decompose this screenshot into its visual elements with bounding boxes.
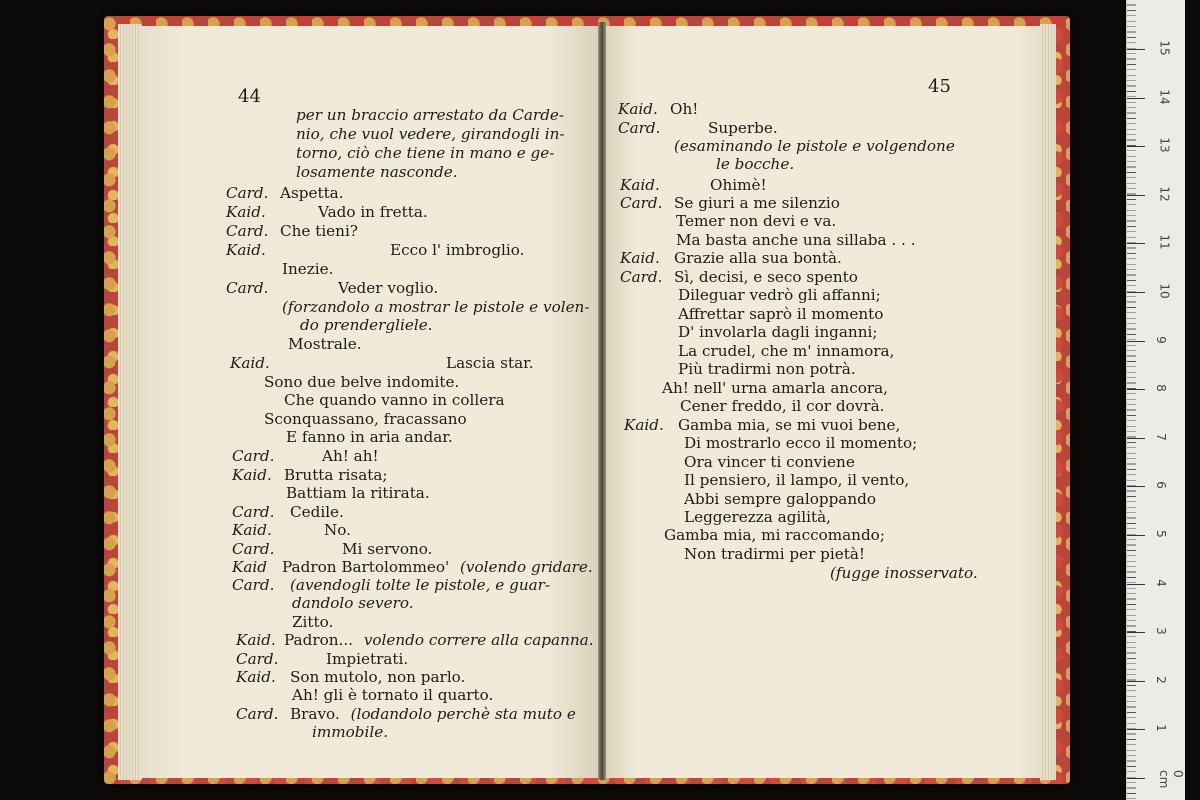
dialogue-line: Se giuri a me silenzio [674,194,840,212]
dialogue-line: Che quando vanno in collera [284,391,505,409]
dialogue-line: E fanno in aria andar. [286,428,453,446]
speaker-label: Kaid. [230,354,270,372]
dialogue-line: Cener freddo, il cor dovrà. [680,397,885,415]
ruler-tick [1127,729,1145,730]
ruler-label: 9 [1153,335,1168,344]
dialogue-line: Inezie. [282,260,334,278]
stage-direction: (fugge inosservato. [830,564,978,582]
stage-direction: do prendergliele. [300,316,433,334]
ruler-tick [1127,535,1145,536]
speaker-label: Kaid [232,558,267,576]
stage-direction: (esaminando le pistole e volgendone [674,137,955,155]
dialogue-line: Bravo. (lodandolo perchè sta muto e [290,705,576,723]
ruler-tick [1127,438,1145,439]
ruler-tick [1127,681,1145,682]
stage-direction: per un braccio arrestato da Carde- [296,106,565,124]
stage-direction: le bocche. [716,155,795,173]
dialogue-line: Abbi sempre galoppando [684,490,877,508]
speaker-label: Kaid. [620,176,660,194]
page-edges-left [118,24,142,780]
ruler-label: 14 [1157,88,1172,105]
dialogue-line: Impietrati. [326,650,409,668]
ruler-tick [1127,389,1145,390]
ruler-label: 5 [1153,530,1168,538]
dialogue-line: Gamba mia, se mi vuoi bene, [678,416,901,434]
ruler-label: 6 [1153,481,1168,490]
ruler-tick [1127,195,1145,196]
dialogue-line: Ecco l' imbroglio. [390,241,525,259]
ruler-tick [1127,49,1145,50]
stage-direction: (forzandolo a mostrar le pistole e volen- [282,298,590,316]
ruler-label: 3 [1153,627,1168,636]
ruler-tick [1127,486,1145,487]
dialogue-line: Sconquassano, fracassano [264,410,467,428]
dialogue-line: Ah! nell' urna amarla ancora, [662,379,889,397]
ruler-label: 15 [1157,40,1172,56]
dialogue-line: Dileguar vedrò gli affanni; [678,286,881,304]
speaker-label: Card. [236,705,279,723]
measurement-ruler [1126,0,1185,800]
speaker-label: Card. [620,268,663,286]
ruler-label: 11 [1157,234,1172,251]
ruler-label: 4 [1153,578,1168,587]
speaker-label: Kaid. [232,466,272,484]
dialogue-line: Padron Bartolommeo' (volendo gridare. [282,558,593,576]
dialogue-line: Non tradirmi per pietà! [684,545,866,563]
ruler-label: 1 [1153,724,1168,733]
dialogue-line: Aspetta. [280,184,344,202]
speaker-label: Card. [620,194,663,212]
speaker-label: Kaid. [620,249,660,267]
speaker-label: Kaid. [624,416,664,434]
dialogue-line: Sì, decisi, e seco spento [674,268,858,286]
dialogue-line: La crudel, che m' innamora, [678,342,895,360]
ruler-tick [1127,341,1145,342]
stage-direction: nio, che vuol vedere, girandogli in- [296,125,565,143]
ruler-tick [1127,632,1145,633]
dialogue-line: Che tieni? [280,222,358,240]
dialogue-line: Mi servono. [342,540,433,558]
ruler-label: 12 [1157,186,1172,202]
dialogue-line: Ohimè! [710,176,767,194]
dialogue-line: Ora vincer ti conviene [684,453,855,471]
speaker-label: Card. [226,222,269,240]
right-page-number: 45 [928,76,951,97]
ruler-tick [1127,778,1145,779]
dialogue-line: Oh! [670,100,699,118]
speaker-label: Card. [232,503,275,521]
dialogue-line: Temer non devi e va. [676,212,837,230]
dialogue-line: Mostrale. [288,335,362,353]
speaker-label: Kaid. [226,241,266,259]
ruler-label: 7 [1153,432,1168,441]
ruler-label: 0 cm [1157,770,1185,789]
speaker-label: Kaid. [232,521,272,539]
speaker-label: Kaid. [226,203,266,221]
dialogue-line: Sono due belve indomite. [264,373,460,391]
ruler-label: 13 [1157,137,1172,153]
dialogue-line: D' involarla dagli inganni; [678,323,878,341]
speaker-label: Kaid. [618,100,658,118]
ruler-label: 10 [1157,283,1172,299]
dialogue-line: Più tradirmi non potrà. [678,360,856,378]
speaker-label: Card. [232,576,275,594]
dialogue-line: Cedile. [290,503,344,521]
stage-direction: torno, ciò che tiene in mano e ge- [296,144,555,162]
ruler-tick [1127,584,1145,585]
book-gutter [598,22,606,780]
dialogue-line: Di mostrarlo ecco il momento; [684,434,918,452]
dialogue-line: Affrettar saprò il momento [678,305,884,323]
speaker-label: Card. [618,119,661,137]
stage-direction: immobile. [312,723,389,741]
speaker-label: Kaid. [236,631,276,649]
ruler-tick [1127,146,1145,147]
dialogue-line: Battiam la ritirata. [286,484,430,502]
stage-direction: losamente nasconde. [296,163,458,181]
dialogue-line: Lascia star. [446,354,534,372]
speaker-label: Card. [226,184,269,202]
dialogue-line: Brutta risata; [284,466,388,484]
dialogue-line: No. [324,521,351,539]
dialogue-line: Superbe. [708,119,778,137]
dialogue-line: Il pensiero, il lampo, il vento, [684,471,910,489]
dialogue-line: Zitto. [292,613,334,631]
dialogue-line: Grazie alla sua bontà. [674,249,842,267]
stage-direction: (lodandolo perchè sta muto e [350,705,576,723]
stage-direction: volendo correre alla capanna. [363,631,594,649]
speaker-label: Card. [232,540,275,558]
page-edges-right [1040,24,1056,780]
ruler-tick [1127,292,1145,293]
dialogue-line: Son mutolo, non parlo. [290,668,466,686]
speaker-label: Card. [232,447,275,465]
stage-direction: (volendo gridare. [460,558,593,576]
dialogue-line: Ah! ah! [322,447,379,465]
ruler-tick [1127,243,1145,244]
dialogue-line: Leggerezza agilità, [684,508,831,526]
dialogue-line: Ma basta anche una sillaba . . . [676,231,916,249]
dialogue-line: Vado in fretta. [318,203,428,221]
dialogue-line: Gamba mia, mi raccomando; [664,526,885,544]
dialogue-line: Ah! gli è tornato il quarto. [292,686,494,704]
speaker-label: Card. [236,650,279,668]
ruler-label: 8 [1153,384,1168,393]
left-page-number: 44 [238,86,261,107]
ruler-label: 2 [1153,675,1168,684]
ruler-tick [1127,98,1145,99]
dialogue-line: Padron... volendo correre alla capanna. [284,631,594,649]
speaker-label: Kaid. [236,668,276,686]
stage-direction: dandolo severo. [292,594,414,612]
stage-direction: (avendogli tolte le pistole, e guar- [290,576,551,594]
speaker-label: Card. [226,279,269,297]
dialogue-line: Veder voglio. [338,279,439,297]
